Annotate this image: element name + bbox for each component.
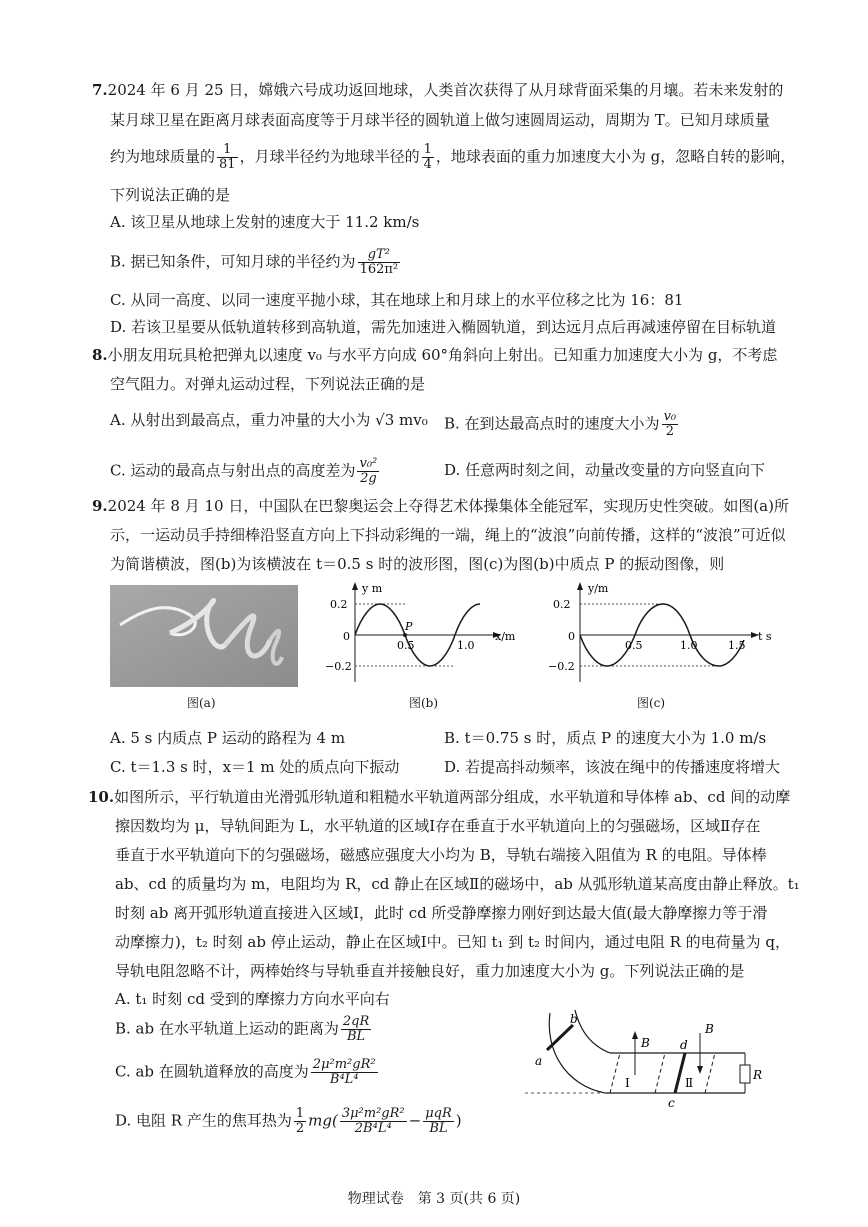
q8-optc-fraction bbox=[357, 457, 379, 486]
q10-optc-fraction bbox=[311, 1058, 378, 1087]
q8-option-c bbox=[110, 457, 381, 486]
q8-line1 bbox=[92, 345, 777, 365]
q9-line2: 示，一运动员手持细棒沿竖直方向上下抖动彩绳的一端，绳上的“波浪”向前传播，这样的“波浪”可近似 bbox=[110, 526, 786, 544]
q7-optb-fraction bbox=[358, 248, 401, 277]
q10-optd-minus: − bbox=[408, 1111, 422, 1130]
q9-number: 9. bbox=[92, 497, 108, 515]
q10-line6: 动摩擦力)，t₂ 时刻 ab 停止运动，静止在区域Ⅰ中。已知 t₁ 到 t₂ 时间内，通过电阻 R 的电荷量为 q， bbox=[115, 933, 791, 951]
q9-line1 bbox=[92, 496, 789, 516]
figure-a-photo bbox=[110, 585, 298, 687]
q10-label-b: b bbox=[570, 1012, 578, 1026]
q8-text1: 小朋友用玩具枪把弹丸以速度 v₀ 与水平方向成 60°角斜向上射出。已知重力加速度大小为 g，不考虑 bbox=[107, 346, 778, 364]
q7-number: 7. bbox=[92, 81, 108, 99]
q7-line2: 某月球卫星在距离月球表面高度等于月球半径的圆轨道上做匀速圆周运动，周期为 T。已知月球质量 bbox=[110, 111, 770, 129]
q10-zone2-right bbox=[705, 1053, 715, 1093]
q9-option-b: B. t＝0.75 s 时，质点 P 的速度大小为 1.0 m/s bbox=[444, 729, 767, 747]
q9-option-d: D. 若提高抖动频率，该波在绳中的传播速度将增大 bbox=[444, 758, 781, 776]
q10-optd-f1-num: 3μ²m²gR² bbox=[341, 1106, 405, 1121]
fig-c-x2: 1.0 bbox=[680, 639, 698, 652]
q10-optc-num: 2μ²m²gR² bbox=[312, 1057, 376, 1072]
q7-text3c: ，地球表面的重力加速度大小为 g，忽略自转的影响， bbox=[435, 147, 796, 166]
q10-optd-f2-den: BL bbox=[429, 1121, 448, 1136]
q10-optd-f1-den: 2B⁴L⁴ bbox=[354, 1121, 392, 1136]
q10-label-r: R bbox=[753, 1068, 763, 1082]
q10-rod-cd bbox=[675, 1053, 685, 1093]
q7-text1: 2024 年 6 月 25 日，嫦娥六号成功返回地球，人类首次获得了从月球背面采集的月壤。若未来发射的 bbox=[107, 81, 784, 99]
figure-c-vibration bbox=[540, 580, 780, 685]
q10-label-b1: B bbox=[641, 1036, 650, 1050]
fig-b-x2: 1.0 bbox=[457, 639, 475, 652]
q10-line2: 擦因数均为 μ，导轨间距为 L，水平轨道的区域Ⅰ存在垂直于水平轨道向上的匀强磁场，区域Ⅱ存在 bbox=[115, 817, 761, 835]
q7-frac1-den: 81 bbox=[219, 157, 236, 172]
q7-fraction-mass bbox=[217, 143, 238, 172]
q10-option-c bbox=[115, 1058, 380, 1087]
q10-line5: 时刻 ab 离开弧形轨道直接进入区域Ⅰ，此时 cd 所受静摩擦力刚好到达最大值(最大静摩擦力等于滑 bbox=[115, 904, 768, 922]
q10-line7: 导轨电阻忽略不计，两棒始终与导轨垂直并接触良好，重力加速度大小为 g。下列说法正确的是 bbox=[115, 962, 745, 980]
q10-b-arrow-down-head bbox=[697, 1066, 703, 1074]
q10-optb-den: BL bbox=[346, 1029, 366, 1044]
q8-option-d: D. 任意两时刻之间，动量改变量的方向竖直向下 bbox=[444, 461, 766, 479]
q9-line3: 为简谐横波，图(b)为该横波在 t＝0.5 s 时的波形图，图(c)为图(b)中质点 P 的振动图像，则 bbox=[110, 555, 725, 573]
q8-optc-den: 2g bbox=[360, 471, 377, 486]
q7-frac2-den: 4 bbox=[423, 157, 432, 172]
figure-c-caption: 图(c) bbox=[637, 696, 666, 710]
q8-option-a: A. 从射出到最高点，重力冲量的大小为 √3 mv₀ bbox=[110, 411, 428, 429]
q7-frac1-num: 1 bbox=[217, 143, 238, 158]
q10-label-b2: B bbox=[705, 1022, 714, 1036]
q10-optd-mg: mg( bbox=[308, 1111, 338, 1130]
q7-optb-text: B. 据已知条件，可知月球的半径约为 bbox=[110, 252, 356, 271]
fig-c-xlabel: t s bbox=[758, 630, 772, 643]
fig-c-y-arrow bbox=[577, 582, 583, 590]
fig-b-p-label: P bbox=[405, 620, 413, 633]
q10-optd-f2-num: μqR bbox=[425, 1106, 452, 1121]
fig-b-ytop: 0.2 bbox=[330, 598, 348, 611]
page-footer: 物理试卷 第 3 页(共 6 页) bbox=[347, 1191, 521, 1207]
q7-frac2-num: 1 bbox=[423, 142, 432, 157]
q10-number: 10. bbox=[88, 788, 115, 806]
q10-optd-half-num: 1 bbox=[295, 1106, 305, 1121]
fig-b-x1: 0.5 bbox=[397, 639, 415, 652]
q10-resistor bbox=[740, 1065, 750, 1083]
fig-c-x1: 0.5 bbox=[625, 639, 643, 652]
q10-b-arrow-up-head bbox=[632, 1031, 638, 1039]
fig-c-x3: 1.5 bbox=[728, 639, 746, 652]
q8-option-b bbox=[444, 410, 680, 439]
q9-option-c: C. t＝1.3 s 时，x＝1 m 处的质点向下振动 bbox=[110, 758, 400, 776]
q7-optb-den: 162π² bbox=[359, 262, 399, 277]
q10-optc-den: B⁴L⁴ bbox=[329, 1072, 359, 1087]
q8-line2: 空气阻力。对弹丸运动过程，下列说法正确的是 bbox=[110, 375, 426, 393]
q8-optb-fraction bbox=[662, 410, 679, 439]
q7-fraction-radius bbox=[422, 143, 434, 172]
q8-optb-num: v₀ bbox=[663, 409, 677, 424]
q10-label-zone1: Ⅰ bbox=[625, 1076, 630, 1090]
q10-label-zone2: Ⅱ bbox=[685, 1076, 694, 1090]
q7-option-d: D. 若该卫星要从低轨道转移到高轨道，需先加速进入椭圆轨道，到达远月点后再减速停留在目标轨道 bbox=[110, 318, 777, 336]
q10-optb-num: 2qR bbox=[342, 1014, 370, 1029]
fig-c-ytop: 0.2 bbox=[553, 598, 571, 611]
fig-b-y-arrow bbox=[352, 582, 358, 590]
q10-rail-diagram bbox=[525, 1005, 775, 1115]
figure-b-caption: 图(b) bbox=[409, 696, 439, 710]
q10-line3: 垂直于水平轨道向下的匀强磁场，磁感应强度大小均为 B，导轨右端接入阻值为 R 的电阻。导体棒 bbox=[115, 846, 767, 864]
q9-option-a: A. 5 s 内质点 P 运动的路程为 4 m bbox=[110, 729, 346, 747]
q7-text3b: ，月球半径约为地球半径的 bbox=[239, 147, 420, 166]
q8-number: 8. bbox=[92, 346, 108, 364]
q7-line3 bbox=[110, 143, 795, 172]
q7-option-b bbox=[110, 248, 402, 277]
fig-b-point-p bbox=[403, 633, 407, 637]
q8-optb-den: 2 bbox=[665, 424, 674, 439]
q7-text3a: 约为地球质量的 bbox=[110, 147, 216, 166]
q10-optd-half-den: 2 bbox=[295, 1121, 305, 1136]
figure-a-caption: 图(a) bbox=[187, 696, 216, 710]
q10-optc-text: C. ab 在圆轨道释放的高度为 bbox=[115, 1062, 309, 1081]
q10-optd-frac2 bbox=[423, 1107, 454, 1136]
q7-option-a: A. 该卫星从地球上发射的速度大于 11.2 km/s bbox=[110, 213, 420, 231]
q10-option-a: A. t₁ 时刻 cd 受到的摩擦力方向水平向右 bbox=[115, 990, 390, 1008]
fig-b-xlabel: x/m bbox=[495, 630, 516, 643]
q10-label-c: c bbox=[668, 1096, 675, 1110]
q10-label-a: a bbox=[535, 1054, 543, 1068]
q10-label-d: d bbox=[680, 1038, 688, 1052]
q10-line1 bbox=[88, 787, 790, 807]
q10-zone1-right bbox=[655, 1053, 665, 1093]
q10-zone1-left bbox=[610, 1053, 620, 1093]
q10-optb-text: B. ab 在水平轨道上运动的距离为 bbox=[115, 1019, 339, 1038]
q10-optb-fraction bbox=[341, 1015, 371, 1044]
q8-optb-text: B. 在到达最高点时的速度大小为 bbox=[444, 414, 660, 433]
fig-c-ylabel: y/m bbox=[588, 582, 609, 595]
q7-line1 bbox=[92, 80, 783, 100]
figure-b-waveform bbox=[325, 580, 525, 685]
q10-rod-ab bbox=[547, 1025, 573, 1050]
fig-b-ylabel: y m bbox=[362, 582, 383, 595]
fig-b-ybot: −0.2 bbox=[325, 660, 352, 673]
q7-option-c: C. 从同一高度、以同一速度平抛小球，其在地球上和月球上的水平位移之比为 16：81 bbox=[110, 291, 684, 309]
q10-line4: ab、cd 的质量均为 m，电阻均为 R，cd 静止在区域Ⅱ的磁场中，ab 从弧形轨道某高度由静止释放。t₁ bbox=[115, 875, 800, 893]
q10-optd-text: D. 电阻 R 产生的焦耳热为 bbox=[115, 1111, 292, 1130]
q10-arc-rail-inner bbox=[575, 1010, 610, 1053]
q10-option-d bbox=[115, 1107, 462, 1136]
fig-c-ybot: −0.2 bbox=[548, 660, 575, 673]
fig-c-origin: 0 bbox=[568, 630, 575, 643]
q10-optd-frac1 bbox=[340, 1107, 407, 1136]
q10-optd-half bbox=[294, 1107, 306, 1136]
q9-text1: 2024 年 8 月 10 日，中国队在巴黎奥运会上夺得艺术体操集体全能冠军，实现历史性突破。如图(a)所 bbox=[107, 497, 789, 515]
q8-optc-num: v₀² bbox=[359, 456, 378, 471]
q8-optc-text: C. 运动的最高点与射出点的高度差为 bbox=[110, 461, 356, 480]
q10-optd-close: ) bbox=[455, 1111, 462, 1130]
fig-b-origin: 0 bbox=[343, 630, 350, 643]
q10-option-b bbox=[115, 1015, 373, 1044]
q7-optb-num: gT² bbox=[358, 248, 401, 263]
q7-line4: 下列说法正确的是 bbox=[110, 186, 231, 204]
q10-text1: 如图所示，平行轨道由光滑弧形轨道和粗糙水平轨道两部分组成，水平轨道和导体棒 ab、cd 间的动摩 bbox=[114, 788, 791, 806]
